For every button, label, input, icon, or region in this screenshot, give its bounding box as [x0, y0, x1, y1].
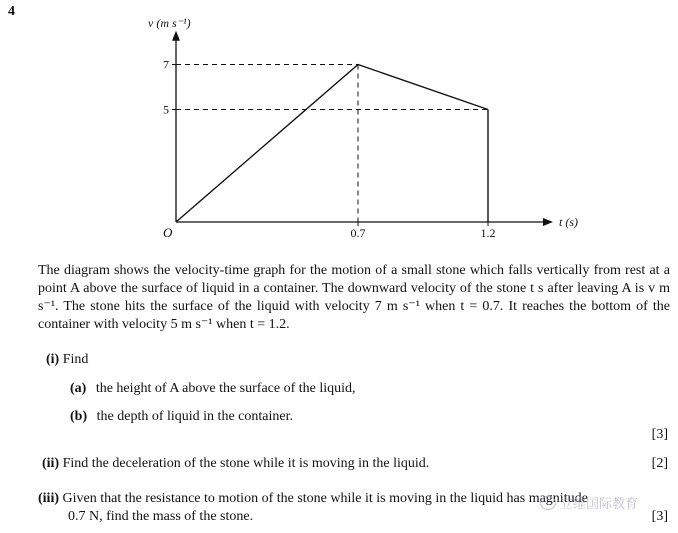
wechat-icon — [540, 496, 556, 510]
part-i-label: (i) — [46, 352, 60, 367]
y-tick-label: 7 — [163, 57, 169, 72]
x-tick-label: 1.2 — [480, 226, 496, 240]
graph-labels — [148, 16, 578, 240]
part-ii-text: Find the deceleration of the stone while it is moving in the liquid. — [62, 456, 430, 471]
part-b — [70, 409, 293, 425]
x-axis-label: t (s) — [559, 215, 578, 229]
part-a-label: (a) — [70, 381, 87, 396]
part-ii-label: (ii) — [42, 456, 60, 471]
origin-label: O — [163, 225, 173, 240]
part-a — [70, 381, 356, 397]
part-iii-text-1: Given that the resistance to motion of the stone while it is moving in the liquid has magnitude — [62, 491, 588, 506]
part-ii-marks: [2] — [651, 456, 668, 471]
watermark — [540, 493, 638, 512]
y-axis-label: v (m s⁻¹) — [148, 15, 191, 30]
part-i-marks: [3] — [651, 427, 668, 442]
graph-marks — [176, 65, 488, 223]
part-a-text: the height of A above the surface of the liquid, — [95, 381, 356, 396]
x-axis-arrow — [543, 218, 553, 226]
graph-axes — [172, 31, 553, 226]
watermark-text: 立维国际教育 — [560, 497, 639, 512]
part-b-label: (b) — [70, 409, 88, 424]
intro-paragraph: The diagram shows the velocity-time graph for the motion of a small stone which falls vertically from rest at a point A above the surface of liquid in a container. The downward velocity of the stone t s after leaving A is v m s⁻¹. The stone hits the surface of the liquid with velocity 7 m s⁻¹ when t = 0.7. It reaches the bottom of the container with velocity 5 m s⁻¹ when t = 1.2. — [38, 263, 670, 332]
part-iii-line2: 0.7 N, find the mass of the stone. — [68, 509, 254, 524]
x-tick-label: 0.7 — [350, 226, 366, 240]
velocity-line — [176, 65, 488, 223]
part-i-text: Find — [62, 352, 89, 367]
part-i — [46, 352, 88, 368]
part-ii — [42, 456, 429, 472]
question-number: 4 — [8, 4, 15, 19]
velocity-time-graph — [0, 0, 678, 260]
y-tick-label: 5 — [163, 102, 169, 117]
graph-guides — [176, 65, 488, 223]
part-iii-label: (iii) — [38, 491, 59, 506]
y-axis-arrow — [172, 31, 180, 41]
part-b-text: the depth of liquid in the container. — [96, 409, 293, 424]
part-iii-marks: [3] — [651, 509, 668, 524]
